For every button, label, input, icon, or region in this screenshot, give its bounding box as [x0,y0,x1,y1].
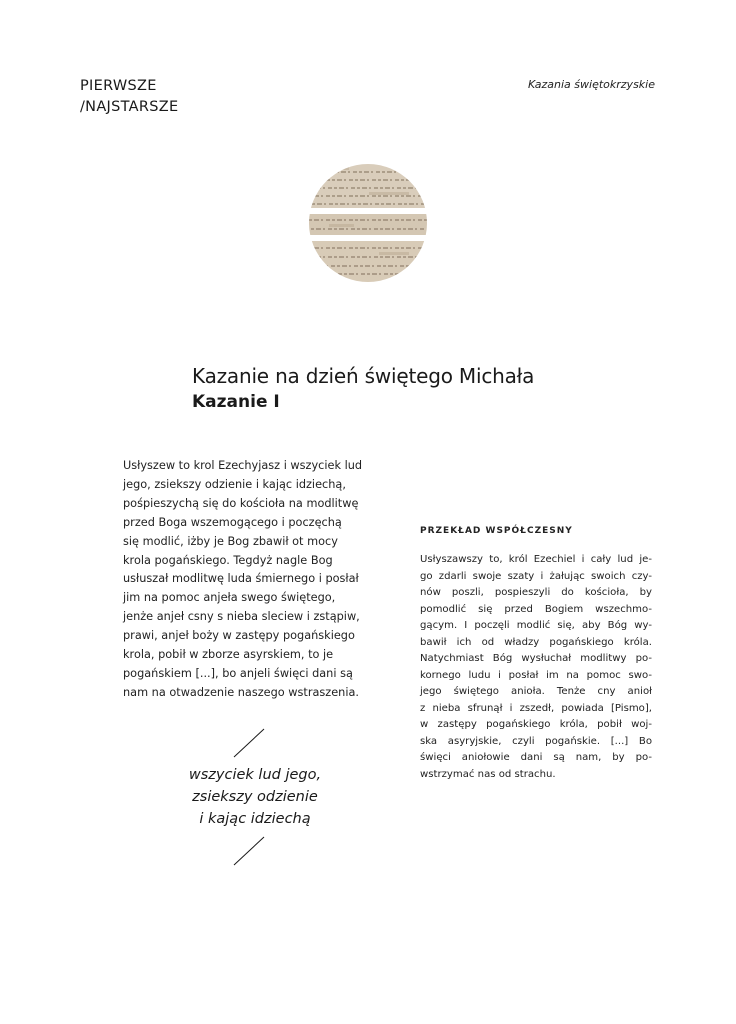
collection-title: Kazania świętokrzyskie [527,78,655,91]
translation-line: Natychmiast Bóg wysłuchał modlitwy po- [420,653,652,664]
original-line: Usłyszew to krol Ezechyjasz i wszyciek lud [123,459,363,472]
page-subtitle: Kazanie I [192,392,280,412]
quote-slash-top [232,727,266,759]
translation-line: kornego ludu i posłał im na pomoc swo- [420,669,652,681]
original-line: pogańskiem [...], bo anjeli święci dani są [123,666,353,680]
section-label-line1: PIERWSZE [80,78,157,94]
original-line: się modlić, iżby je Bog zbawił ot mocy [123,534,338,548]
original-line: jim na pomoc anjeła swego świętego, [123,591,336,605]
translation-line: go zdarli swoje szaty i żałując swoich czy- [420,570,652,582]
original-line: nam na otwadzenie naszego wstraszenia. [123,685,359,699]
original-line: przed Boga wszemogącego i poczęchą [123,515,342,529]
translation-line: w zastępy pogańskiego króla, pobił woj- [420,719,652,730]
section-label [80,76,178,118]
translation-line: nów poszli, pospieszyli do kościoła, by [420,587,652,598]
pull-quote-line: i kając idziechą [199,811,311,827]
original-line: usłuszał modlitwę luda śmiernego i posłał [123,572,359,586]
quote-slash-bottom [232,835,266,867]
original-line: pośpieszychą się do kościoła na modlitwę [123,496,359,510]
translation-line: gącym. I poczęli modlić się, aby Bóg wy- [420,620,652,631]
title-block [192,364,534,412]
translation-heading: PRZEKŁAD WSPÓŁCZESNY [420,526,573,536]
translation-line: z nieba sfrunął i zszedł, powiada [Pismo], [420,702,652,714]
translation-text [420,552,652,783]
translation-line: bawił ich od władzy pogańskiego króla. [420,636,652,648]
translation-line: wstrzymać nas od strachu. [420,768,556,780]
translation-line: ska asyryjskie, czyli pogańskie. [...] Bo [420,735,652,747]
translation-line: pomodlić się przed Bogiem wszechmo- [420,603,652,615]
pull-quote [150,764,360,830]
original-line: jenże anjeł csny s nieba sleciew i zstąpiw, [123,610,360,624]
manuscript-fragment-image [309,164,427,282]
translation-line: jego świętego anioła. Tenże cny anioł [420,686,652,697]
original-line: prawi, anjeł boży w zastępy pogańskiego [123,629,355,643]
pull-quote-line: zsiekszy odzienie [192,789,318,805]
original-line: krola, pobił w zborze asyrskiem, to je [123,648,334,662]
original-text [123,457,388,703]
section-label-line2: /NAJSTARSZE [80,99,179,115]
page-title: Kazanie na dzień świętego Michała [192,364,535,388]
original-line: krola pogańskiego. Tegdyż nagle Bog [123,553,333,567]
translation-line: święci aniołowie dani są nam, by po- [420,752,652,763]
translation-line: Usłyszawszy to, król Ezechiel i cały lud je- [420,554,652,565]
original-line: jego, zsiekszy odzienie i kając idziechą, [123,477,346,491]
pull-quote-line: wszyciek lud jego, [188,767,322,783]
